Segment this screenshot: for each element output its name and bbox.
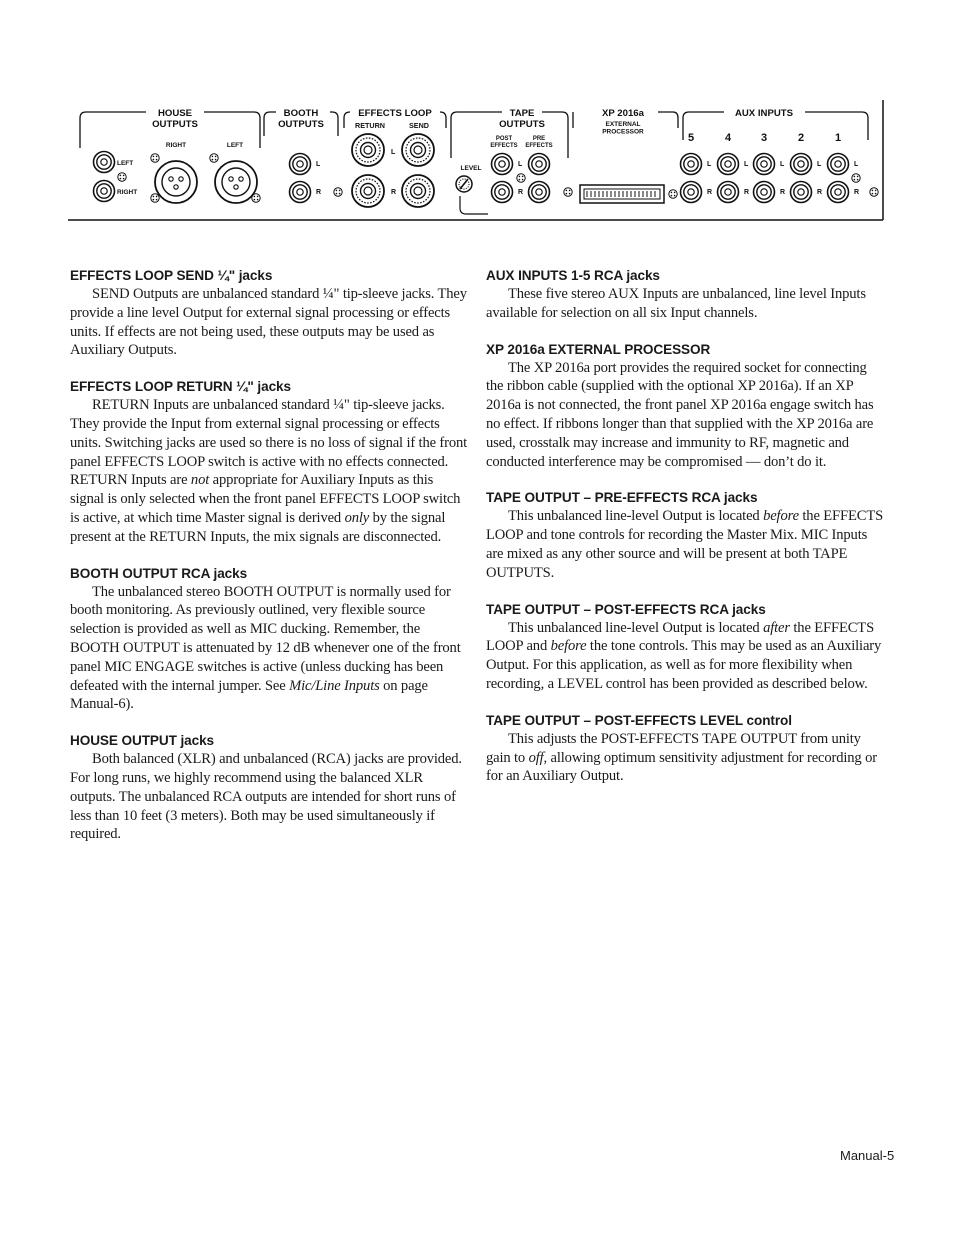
section-effects-return — [70, 377, 470, 546]
house-outputs-label: HOUSE OUTPUTS — [152, 108, 198, 130]
house-left-label: LEFT — [226, 142, 244, 149]
section-house-output — [70, 731, 470, 844]
xlr-left-jack — [215, 161, 257, 203]
section-heading: TAPE OUTPUT – PRE-EFFECTS RCA jacks — [486, 490, 758, 506]
section-effects-send — [70, 266, 470, 360]
level-knob — [456, 176, 472, 192]
page-number: Manual-5 — [840, 1148, 895, 1163]
section-body: The XP 2016a port provides the required socket for connecting the ribbon cable (supplied with the optional XP 2016a). If an XP 2016a is not connected, the front panel XP 2016a engage switch has no effect. If ribbons longer than that supplied with the XP 2016a are used, crosstalk may increase and immunity to RF, magnetic and conducted interference may be compromised — don’t do it. — [486, 359, 874, 470]
aux-inputs-label: AUX INPUTS — [734, 108, 794, 119]
aux2-r-label: R — [817, 189, 823, 196]
section-body: This adjusts the POST-EFFECTS TAPE OUTPUT from unity gain to off, allowing optimum sensitivity adjustment for recording or for an Auxiliary Output. — [486, 730, 877, 785]
section-booth-output — [70, 564, 470, 715]
left-column — [70, 266, 470, 861]
booth-r-label: R — [316, 189, 322, 196]
section-body: This unbalanced line-level Output is located after the EFFECTS LOOP and before the tone controls. This may be used as an Auxiliary Output. For this application, as well as for more flexibility when recording, a LEVEL control has been provided as described below. — [486, 619, 882, 692]
section-heading: HOUSE OUTPUT jacks — [70, 733, 214, 749]
aux3-l-label: L — [780, 161, 785, 168]
effects-loop-label: EFFECTS LOOP — [358, 108, 432, 119]
aux2-l-label: L — [817, 161, 822, 168]
aux5-r-label: R — [707, 189, 713, 196]
ribbon-connector — [580, 185, 664, 203]
aux-number-5: 5 — [687, 132, 695, 144]
level-label: LEVEL — [460, 165, 482, 172]
section-xp-processor — [486, 340, 886, 472]
booth-l-label: L — [316, 161, 321, 168]
booth-outputs-label: BOOTH OUTPUTS — [278, 108, 324, 130]
aux3-r-label: R — [780, 189, 786, 196]
aux-number-3: 3 — [760, 132, 768, 144]
right-column — [486, 266, 886, 803]
section-heading: TAPE OUTPUT – POST-EFFECTS RCA jacks — [486, 601, 766, 617]
pre-effects-label: PRE EFFECTS — [525, 136, 553, 149]
aux1-r-label: R — [854, 189, 860, 196]
section-heading: BOOTH OUTPUT RCA jacks — [70, 565, 248, 581]
aux5-l-label: L — [707, 161, 712, 168]
tape-r-label: R — [518, 189, 524, 196]
section-heading: EFFECTS LOOP SEND ¼" jacks — [70, 268, 273, 283]
xp-2016a-label: XP 2016a — [602, 108, 644, 119]
aux4-l-label: L — [744, 161, 749, 168]
section-heading: AUX INPUTS 1-5 RCA jacks — [486, 268, 660, 283]
house-rca-right-label: RIGHT — [117, 189, 138, 196]
tape-outputs-label: TAPE OUTPUTS — [499, 108, 545, 130]
section-body: Both balanced (XLR) and unbalanced (RCA) jacks are provided. For long runs, we highly recommend using the balanced XLR outputs. The unbalanced RCA outputs are intended for short runs of less than 10 feet (3 meters). Both may be used simultaneously if required. — [70, 751, 462, 843]
section-tape-level-control — [486, 711, 886, 786]
house-right-label: RIGHT — [165, 142, 187, 149]
tape-l-label: L — [518, 161, 523, 168]
aux-number-4: 4 — [724, 132, 732, 144]
section-body: This unbalanced line-level Output is located before the EFFECTS LOOP and tone controls for recording the Master Mix. MIC Inputs are mixed as any other source and will be present at both TAPE OUTPUTS. — [486, 508, 884, 581]
post-effects-label: POST EFFECTS — [490, 136, 518, 149]
house-rca-left-label: LEFT — [117, 160, 134, 167]
section-heading: XP 2016a EXTERNAL PROCESSOR — [486, 341, 711, 357]
return-label: RETURN — [355, 121, 385, 130]
section-body: RETURN Inputs are unbalanced standard ¼" tip-sleeve jacks. They provide the Input from external signal processing or effects units. Switching jacks are used so there is no loss of signal if the front panel EFFECTS LOOP switch is active with no effects connected. RETURN Inputs are not appropriate for Auxiliary Inputs as this signal is only selected when the front panel EFFECTS LOOP switch is active, at which time Master signal is derived only by the signal present at the RETURN Inputs, the mix signals are disconnected. — [70, 397, 468, 545]
section-heading: EFFECTS LOOP RETURN ¼" jacks — [70, 379, 291, 395]
section-heading: TAPE OUTPUT – POST-EFFECTS LEVEL control — [486, 712, 792, 728]
section-body: SEND Outputs are unbalanced standard ¼" tip-sleeve jacks. They provide a line level Output for external signal processing or effects units. If effects are not being used, these outputs may be used as Auxiliary Outputs. — [70, 286, 467, 359]
aux1-l-label: L — [854, 161, 859, 168]
fx-r-label: R — [391, 189, 397, 196]
aux4-r-label: R — [744, 189, 750, 196]
section-tape-pre-effects — [486, 488, 886, 582]
aux-number-2: 2 — [797, 132, 805, 144]
fx-l-label: L — [391, 149, 396, 156]
section-body: The unbalanced stereo BOOTH OUTPUT is normally used for booth monitoring. As previously outlined, very flexible source selection is provided as well as MIC ducking. Remember, the BOOTH OUTPUT is attenuated by 12 dB whenever one of the front panel MIC ENGAGE switches is active (unless ducking has been defeated with the internal jumper. See Mic/Line Inputs on page Manual-6). — [70, 583, 461, 713]
external-processor-label: EXTERNAL PROCESSOR — [602, 121, 644, 136]
aux-number-1: 1 — [834, 132, 842, 144]
section-body: These five stereo AUX Inputs are unbalanced, line level Inputs available for selection on all six Input channels. — [486, 286, 866, 321]
section-aux-inputs — [486, 266, 886, 323]
rear-panel-diagram — [68, 100, 886, 222]
xlr-right-jack — [155, 161, 197, 203]
section-tape-post-effects — [486, 600, 886, 694]
send-label: SEND — [409, 121, 429, 130]
